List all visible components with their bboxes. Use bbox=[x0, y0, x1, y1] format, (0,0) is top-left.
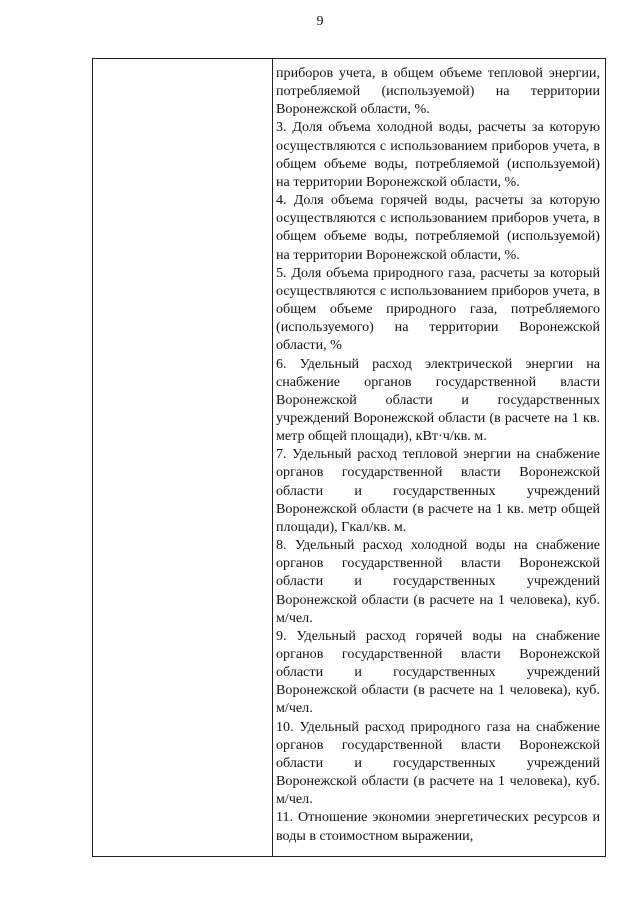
indicator-paragraph-4: 4. Доля объема горячей воды, расчеты за которую осуществляются с использованием приборов учета, в общем объеме воды, потребляемой (используемой) на территории Воронежской области, %. bbox=[276, 192, 600, 263]
indicator-paragraph-8: 8. Удельный расход холодной воды на снабжение органов государственной власти Воронежской области и государственных учреждений Воронежской области (в расчете на 1 человека), куб. м/чел. bbox=[276, 537, 600, 626]
indicator-paragraph-11: 11. Отношение экономии энергетических ресурсов и воды в стоимостном выражении, bbox=[276, 809, 600, 844]
table-left-cell bbox=[93, 59, 273, 856]
document-table bbox=[92, 58, 606, 857]
indicator-paragraph-3: 3. Доля объема холодной воды, расчеты за которую осуществляются с использованием приборов учета, в общем объеме воды, потребляемой (используемой) на территории Воронежской области, %. bbox=[276, 119, 600, 190]
indicator-paragraph-10: 10. Удельный расход природного газа на снабжение органов государственной власти Воронежской области и государственных учреждений Воронежской области (в расчете на 1 человека), куб. м/чел. bbox=[276, 718, 600, 808]
page-number: 9 bbox=[316, 14, 324, 29]
indicator-paragraph-5: 5. Доля объема природного газа, расчеты за который осуществляются с использованием приборов учета, в общем объеме природного газа, потребляемого (используемого) на территории Воронежской области, % bbox=[276, 264, 600, 354]
indicator-paragraph-continuation: приборов учета, в общем объеме тепловой энергии, потребляемой (используемой) на территории Воронежской области, %. bbox=[276, 65, 600, 118]
indicator-paragraph-9: 9. Удельный расход горячей воды на снабжение органов государственной власти Воронежской области и государственных учреждений Воронежской области (в расчете на 1 человека), куб. м/чел. bbox=[276, 627, 600, 717]
indicator-paragraph-6: 6. Удельный расход электрической энергии на снабжение органов государственной власти Воронежской области и государственных учреждений Воронежской области (в расчете на 1 кв. метр общей площади), кВт·ч/кв. м. bbox=[276, 355, 600, 445]
indicator-paragraph-7: 7. Удельный расход тепловой энергии на снабжение органов государственной власти Воронежской области и государственных учреждений Воронежской области (в расчете на 1 кв. метр общей площади), Гкал/кв. м. bbox=[276, 446, 600, 535]
table-right-cell bbox=[276, 64, 600, 845]
